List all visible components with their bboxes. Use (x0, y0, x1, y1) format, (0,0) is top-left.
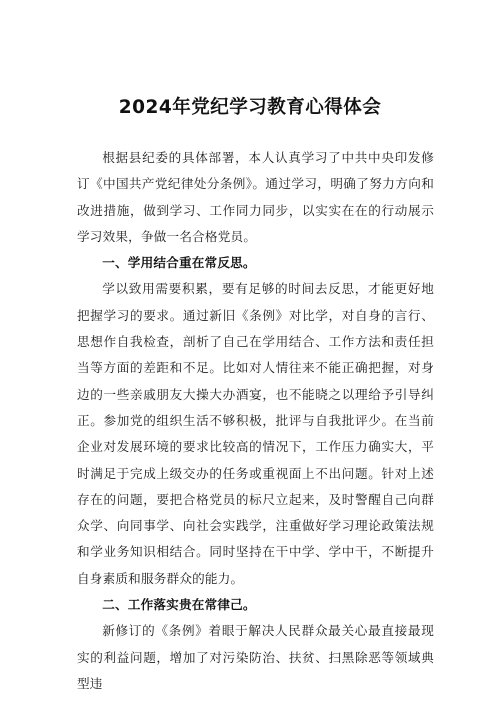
section-2-paragraph: 新修订的《条例》着眼于解决人民群众最关心最直接最现实的利益问题，增加了对污染防治、扶贫、扫黑除恶等领域典型违 (77, 623, 434, 691)
document-body (77, 145, 434, 697)
section-heading-2: 二、工作落实贵在常律己。 (102, 597, 256, 613)
section-heading-1: 一、学用结合重在常反思。 (102, 255, 256, 271)
section-1-paragraph: 学以致用需要积累，要有足够的时间去反思，才能更好地把握学习的要求。通过新旧《条例》对比学，对自身的言行、思想作自我检查，剖析了自己在学用结合、工作方法和责任担当等方面的差距和不足。比如对人情往来不能正确把握，对身边的一些亲戚朋友大操大办酒宴，也不能晓之以理给予引导纠正。参加党的组织生活不够积极，批评与自我批评少。在当前企业对发展环境的要求比较高的情况下，工作压力确实大，平时满足于完成上级交办的任务或重视面上不出问题。针对上述存在的问题，要把合格党员的标尺立起来，及时警醒自己向群众学、向同事学、向社会实践学，注重做好学习理论政策法规和学业务知识相结合。同时坚持在干中学、学中干，不断提升自身素质和服务群众的能力。 (77, 281, 434, 586)
document-title: 2024年党纪学习教育心得体会 (118, 97, 382, 118)
intro-paragraph: 根据县纪委的具体部署，本人认真学习了中共中央印发修订《中国共产党纪律处分条例》。通过学习，明确了努力方向和改进措施，做到学习、工作同力同步，以实实在在的行动展示学习效果，争做一名合格党员。 (77, 150, 434, 244)
